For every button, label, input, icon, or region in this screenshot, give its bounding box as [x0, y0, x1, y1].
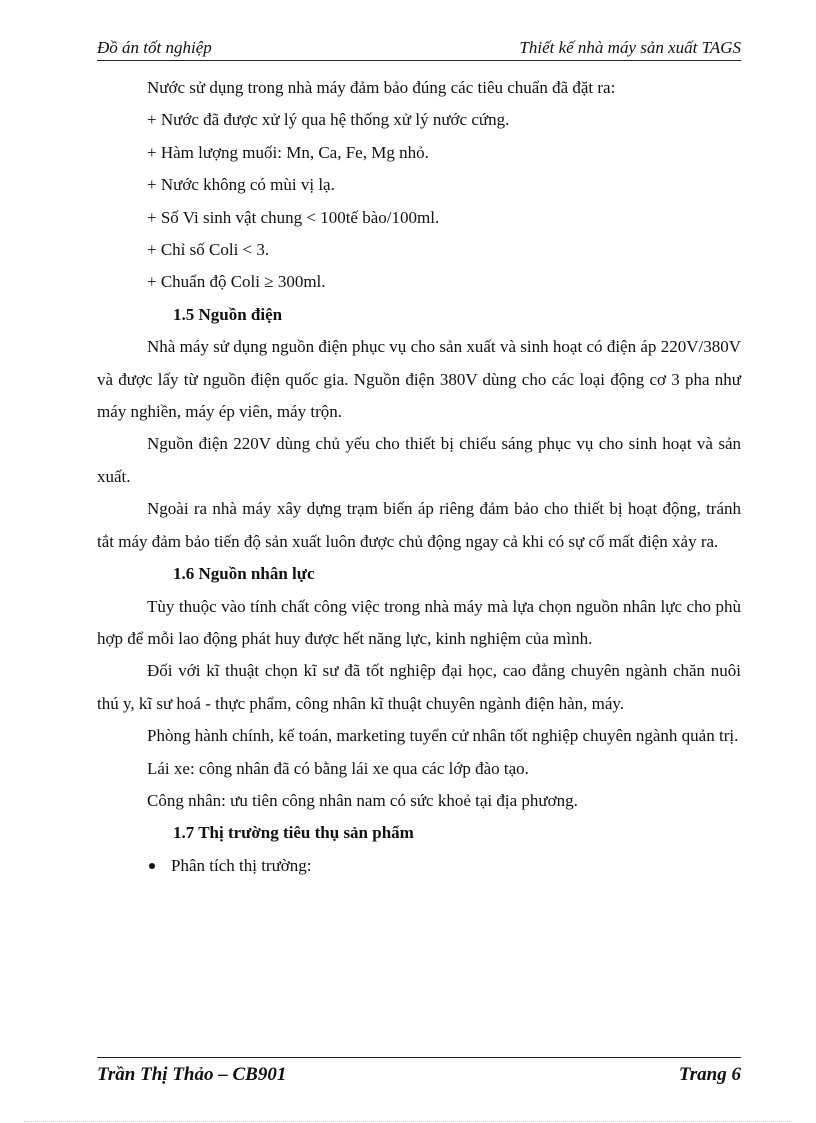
footer-page-number: Trang 6 [678, 1064, 741, 1085]
page-footer [97, 1057, 741, 1088]
list-item-water-1: + Nước đã được xử lý qua hệ thống xử lý nước cứng. [147, 110, 510, 130]
footer-author: Trần Thị Thảo – CB901 [97, 1064, 287, 1085]
paragraph-water-standards: Nước sử dụng trong nhà máy đảm bảo đúng các tiêu chuẩn đã đặt ra: [147, 78, 616, 97]
list-item-water-6: + Chuẩn độ Coli ≥ 300ml. [147, 272, 326, 292]
page-bottom-divider [24, 1121, 792, 1122]
header-project-title: Thiết kế nhà máy sản xuất TAGS [519, 38, 741, 57]
section-heading-market: 1.7 Thị trường tiêu thụ sản phẩm [173, 823, 414, 843]
bullet-dot-icon [149, 863, 155, 869]
list-item-water-5: + Chỉ số Coli < 3. [147, 240, 270, 260]
paragraph-power-1: Nhà máy sử dụng nguồn điện phục vụ cho sản xuất và sinh hoạt có điện áp 220V/380V và được lấy từ nguồn điện quốc gia. Nguồn điện 380V dùng cho các loại động cơ 3 pha như máy nghiền, máy ép viên, máy trộn. [97, 337, 741, 422]
list-item-water-4: + Số Vi sinh vật chung < 100tế bào/100ml. [147, 207, 440, 227]
list-item-water-2: + Hàm lượng muối: Mn, Ca, Fe, Mg nhỏ. [147, 142, 429, 162]
paragraph-workforce-4: Lái xe: công nhân đã có bằng lái xe qua các lớp đào tạo. [147, 758, 529, 778]
paragraph-power-3: Ngoài ra nhà máy xây dựng trạm biến áp riêng đảm bảo cho thiết bị hoạt động, tránh tắt máy đảm bảo tiến độ sản xuất luôn được chủ động ngay cả khi có sự cố mất điện xảy ra. [97, 499, 741, 551]
paragraph-workforce-3: Phòng hành chính, kế toán, marketing tuyển cử nhân tốt nghiệp chuyên ngành quản trị. [147, 726, 739, 746]
paragraph-workforce-1: Tùy thuộc vào tính chất công việc trong nhà máy mà lựa chọn nguồn nhân lực cho phù hợp để mỗi lao động phát huy được hết năng lực, kinh nghiệm của mình. [97, 596, 741, 648]
paragraph-workforce-5: Công nhân: ưu tiên công nhân nam có sức khoẻ tại địa phương. [147, 790, 578, 810]
page-body [97, 72, 741, 882]
section-heading-workforce: 1.6 Nguồn nhân lực [173, 564, 315, 584]
section-heading-power: 1.5 Nguồn điện [173, 304, 283, 324]
page-header [97, 36, 741, 61]
list-item-water-3: + Nước không có mùi vị lạ. [147, 175, 335, 195]
paragraph-workforce-2: Đối với kĩ thuật chọn kĩ sư đã tốt nghiệp đại học, cao đẳng chuyên ngành chăn nuôi thú y, kĩ sư hoá - thực phẩm, công nhân kĩ thuật chuyên ngành điện hàn, máy. [97, 661, 741, 713]
paragraph-power-2: Nguồn điện 220V dùng chủ yếu cho thiết bị chiếu sáng phục vụ cho sinh hoạt và sản xuất. [97, 434, 741, 486]
header-document-title: Đồ án tốt nghiệp [97, 38, 212, 57]
bullet-text: Phân tích thị trường: [171, 855, 312, 875]
bullet-item-market-analysis [97, 850, 741, 882]
